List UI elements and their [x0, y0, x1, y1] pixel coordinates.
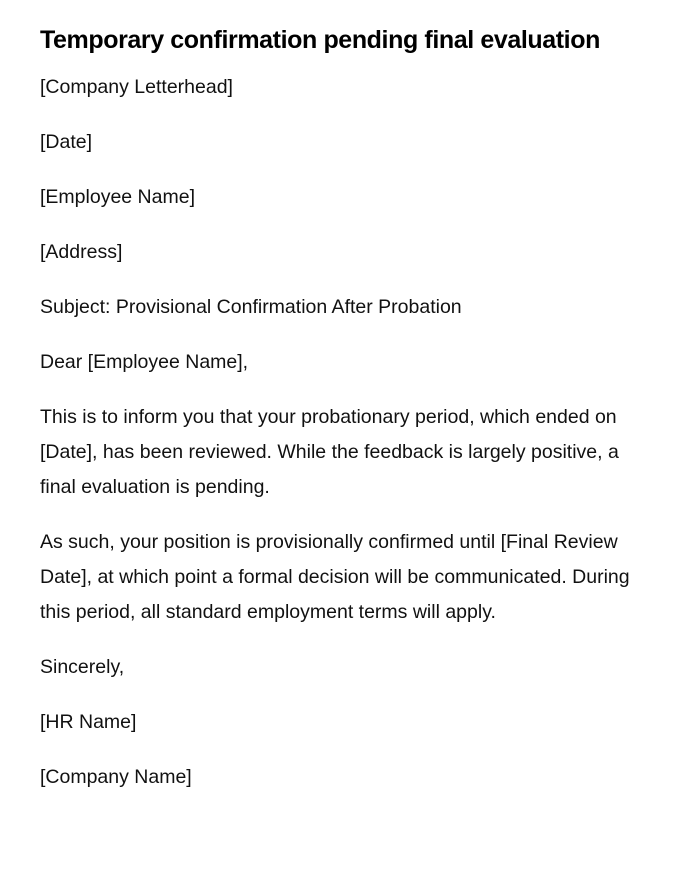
company-letterhead-placeholder: [Company Letterhead]: [40, 76, 233, 98]
salutation: Dear [Employee Name],: [40, 351, 249, 373]
company-name-placeholder: [Company Name]: [40, 766, 192, 788]
document-title: Temporary confirmation pending final evaluation: [40, 26, 600, 54]
body-paragraph-review: This is to inform you that your probationary period, which ended on [Date], has been reviewed. While the feedback is largely positive, a final evaluation is pending.: [40, 406, 619, 498]
employee-name-placeholder: [Employee Name]: [40, 186, 195, 208]
body-paragraph-confirmation: As such, your position is provisionally confirmed until [Final Review Date], at which point a formal decision will be communicated. During this period, all standard employment terms will apply.: [40, 531, 630, 623]
address-placeholder: [Address]: [40, 241, 123, 263]
closing: Sincerely,: [40, 656, 125, 678]
subject-line: Subject: Provisional Confirmation After Probation: [40, 296, 462, 318]
date-placeholder: [Date]: [40, 131, 93, 153]
hr-name-placeholder: [HR Name]: [40, 711, 137, 733]
